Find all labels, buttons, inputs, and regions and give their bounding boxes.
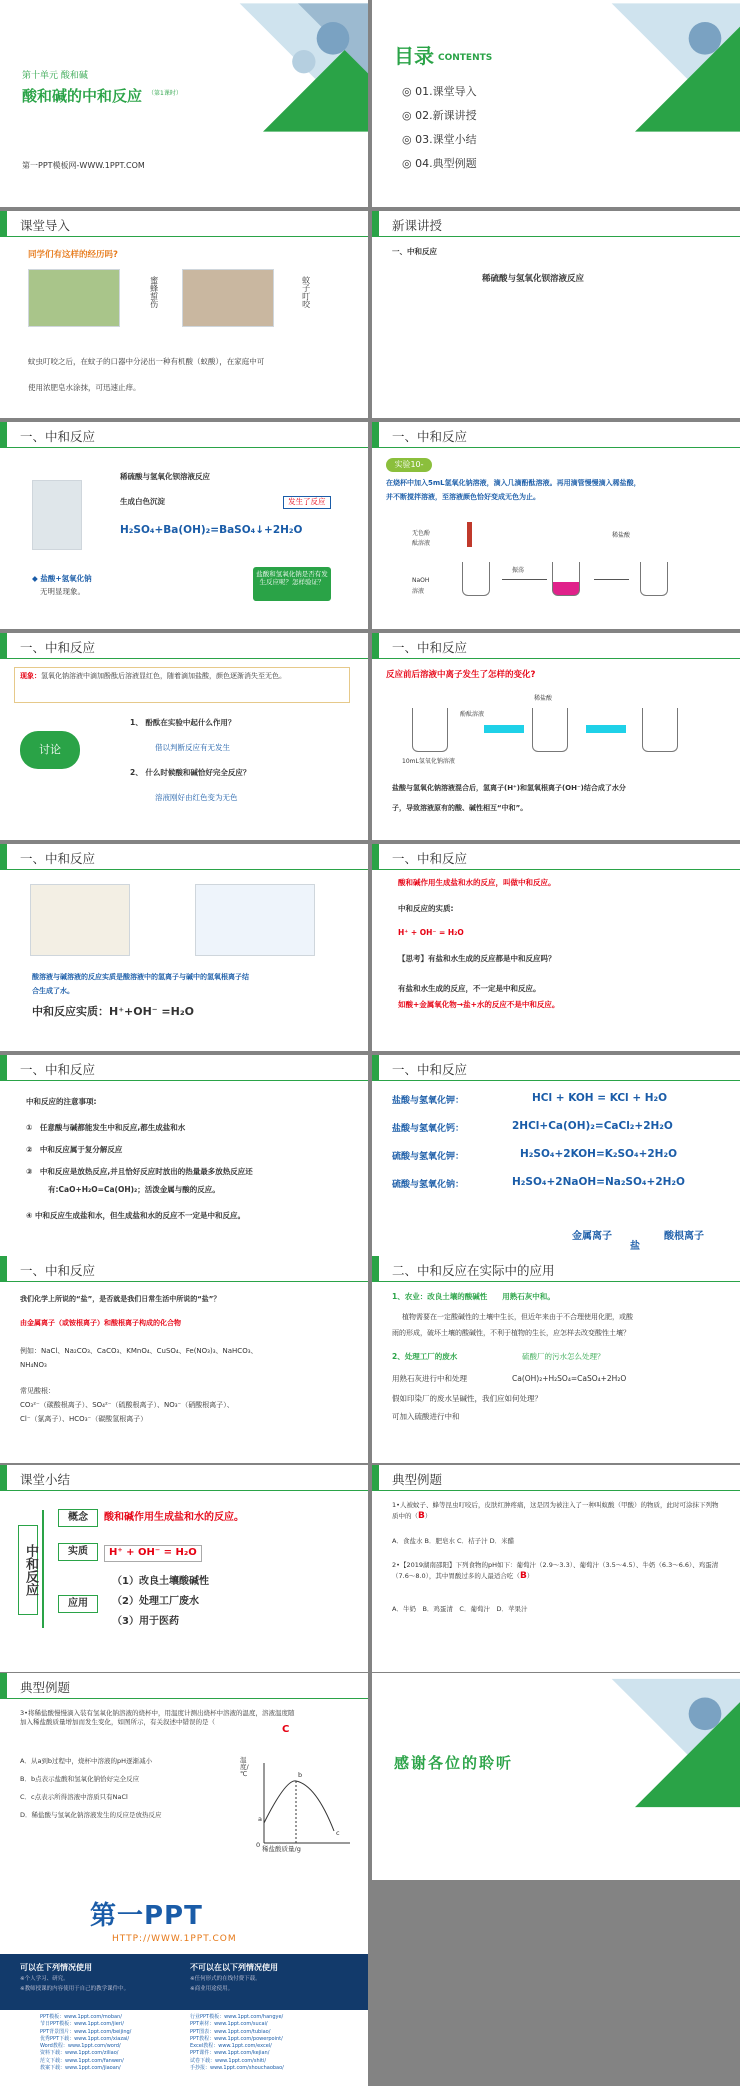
procedure: 并不断搅拌溶液，至溶液颜色恰好变成无色为止。 [386,493,540,501]
body-text: 蚊虫叮咬之后，在蚊子的口器中分泌出一种有机酸（蚁酸），在家庭中可 [28,357,265,366]
definition: 酸和碱作用生成盐和水的反应，叫做中和反应。 [398,878,556,887]
experiment-badge: 实验10- [386,458,432,472]
contents-item[interactable]: ◎ 01.课堂导入 [402,85,477,98]
usage-title: 不可以在以下列情况使用 [190,1963,278,1972]
page-title: 酸和碱的中和反应 [22,87,143,105]
equation: HCl + KOH = KCl + H₂O [532,1092,668,1104]
question: 同学们有这样的经历吗? [28,250,118,260]
contents-item[interactable]: ◎ 03.课堂小结 [402,133,477,146]
point-label: c [336,1829,340,1837]
slide-discussion[interactable] [0,633,368,840]
slide-salt[interactable] [0,1256,368,1463]
value: 酸和碱作用生成盐和水的反应。 [104,1512,244,1523]
slide-exercises-2[interactable] [0,1673,368,1880]
slide-heading: 一、中和反应 [20,640,96,655]
contents-en: CONTENTS [438,53,493,63]
item: 2、处理工厂的废水 [392,1352,458,1361]
slide-heading: 一、中和反应 [392,429,468,444]
item: 1、农业：改良土壤的酸碱性 用熟石灰中和。 [392,1292,555,1301]
reaction-tag: 发生了反应 [283,496,331,509]
beaker [640,562,668,596]
note-item: ③ 中和反应是放热反应,并且恰好反应时放出的热量最多放热反应还 [26,1167,253,1176]
note-item: ② 中和反应属于复分解反应 [26,1145,123,1154]
reaction-name: 盐酸与氢氧化钙： [392,1124,465,1134]
label: 现象： [20,672,41,680]
credit-link[interactable]: PPT课件：www.1ppt.com/kejian/ [190,2050,270,2057]
slide-heading: 一、中和反应 [20,851,96,866]
arrow-icon [502,579,547,580]
credit-link[interactable]: PPT教程：www.1ppt.com/powerpoint/ [190,2035,283,2042]
point-label: a [258,1815,262,1823]
equation: Ca(OH)₂+H₂SO₄=CaSO₄+2H₂O [512,1374,627,1383]
slide-exercises-1[interactable] [372,1465,740,1672]
answer: 溶液刚好由红色变为无色 [155,793,238,802]
slide-title[interactable] [0,0,368,207]
slide-contents[interactable] [372,0,740,207]
slide-heading: 一、中和反应 [20,429,96,444]
label: 中和反应的实质: [398,904,454,913]
equation: H⁺ + OH⁻ = H₂O [398,928,464,937]
site-label: 第一PPT模板网-WWW.1PPT.COM [22,161,145,170]
body-text: 植物需要在一定酸碱性的土壤中生长，但近年来由于不合理使用化肥，或酸 [402,1313,633,1321]
slide-new-lesson[interactable] [372,211,740,418]
think-question: 【思考】有盐和水生成的反应都是中和反应吗？ [398,954,556,963]
credit-link[interactable]: PPT素材：www.1ppt.com/sucai/ [190,2021,268,2028]
body-text: 使用浓肥皂水涂抹，可迅速止痒。 [28,383,141,392]
thanks-text: 感谢各位的聆听 [394,1754,514,1772]
label: 酸根离子 [664,1231,704,1242]
question: 我们化学上所说的“盐”，是否就是我们日常生活中所说的“盐”？ [20,1295,221,1303]
application: （2）处理工厂废水 [112,1596,199,1607]
credit-link[interactable]: PPT图表：www.1ppt.com/tubiao/ [190,2028,271,2035]
label: 酞溶液 [412,540,431,547]
label: 稀盐酸 [612,532,631,539]
credit-link[interactable]: Excel教程：www.1ppt.com/excel/ [190,2043,272,2049]
credit-link[interactable]: Word教程：www.1ppt.com/word/ [40,2043,121,2049]
options: A．牛奶 B．鸡蛋清 C．葡萄汁 D．苹果汁 [392,1605,528,1613]
slide-heading: 一、中和反应 [392,851,468,866]
pink-beaker [552,562,580,596]
reaction-name: 稀硫酸与氢氧化钡溶液反应 [120,472,210,481]
answer: 借以判断反应有无发生 [155,743,230,752]
explanation: 盐酸与氢氧化钠溶液混合后，氢离子(H⁺)和氢氧根离子(OH⁻)结合成了水分 [392,784,626,792]
label: NaOH [412,577,430,584]
beaker [412,708,448,752]
label: 溶液 [412,588,425,595]
summary-side: 中和反应 [18,1525,38,1615]
lab-photo-collage [193,0,368,135]
slide-heading: 一、中和反应 [20,1263,96,1278]
credit-link[interactable]: 手抄报：www.1ppt.com/shouchaobao/ [190,2064,284,2071]
explanation: 合生成了水。 [32,987,74,995]
credit-link[interactable]: 优秀PPT下载：www.1ppt.com/xiazai/ [40,2035,130,2042]
explanation: 酸溶液与碱溶液的反应实质是酸溶液中的氢离子与碱中的氢氧根离子结 [32,973,249,981]
slide-notes[interactable] [0,1055,368,1262]
question: 3•将稀盐酸慢慢滴入装有氢氧化钠溶液的烧杯中，用温度计测出烧杯中溶液的温度，溶液温度随加入稀盐酸质量增加而发生变化，如图所示，有关叙述中错误的是（ [20,1709,295,1727]
slide-ion-change[interactable] [372,633,740,840]
usage-item: ※任何形式的在线付费下载。 [190,1976,261,1982]
slide-summary[interactable] [0,1465,368,1672]
credit-link[interactable]: 试卷下载：www.1ppt.com/shiti/ [190,2057,267,2064]
label: 稀盐酸 [534,695,553,702]
credit-link[interactable]: PPT模板：www.1ppt.com/moban/ [40,2014,122,2020]
arrow-icon [594,579,629,580]
credit-link[interactable]: PPT背景图片：www.1ppt.com/beijing/ [40,2028,132,2035]
answer: 如酸+金属氧化物→盐+水的反应不是中和反应。 [398,1000,560,1009]
label: 酚酞溶液 [460,711,485,718]
contents-item[interactable]: ◎ 02.新课讲授 [402,109,477,122]
application: （1）改良土壤酸碱性 [112,1576,209,1587]
credit-link[interactable]: 教案下载：www.1ppt.com/jiaoan/ [40,2064,121,2071]
question: 1•人被蚊子、蜂等昆虫叮咬后，皮肤红肿疼痛，这是因为被注入了一种叫蚁酸（甲酸）的物质，此时可涂抹下列物质中的（B） [392,1501,719,1522]
lab-photo-collage [565,1673,740,1813]
beaker [642,708,678,752]
slide-heading: 一、中和反应 [392,640,468,655]
label: 10mL氢氧化钠溶液 [402,758,455,765]
slide-applications[interactable] [372,1256,740,1463]
reaction-name: 盐酸与氢氧化钾： [392,1096,465,1106]
topic: 稀硫酸与氢氧化钡溶液反应 [482,274,585,284]
dropper-icon [467,522,472,547]
question: 2、 什么时候酸和碱恰好完全反应？ [130,768,251,777]
usage-item: ※商业用途使用。 [190,1986,234,1992]
ion-diagram [195,884,315,956]
note-item: ① 任意酸与碱都能发生中和反应,都生成盐和水 [26,1123,186,1132]
option: C．c点表示所得溶液中溶质只有NaCl [20,1793,128,1801]
slide-definition[interactable] [372,844,740,1051]
definition: 由金属离子（或铵根离子）和酸根离子构成的化合物 [20,1319,181,1327]
logo: 第一PPT [90,1901,203,1931]
slide-heading: 课堂小结 [20,1472,71,1487]
photo-label: 蜜蜂蜇伤 [149,276,159,308]
bee-photo [28,269,120,327]
slide-heading: 二、中和反应在实际中的应用 [392,1263,555,1278]
x-axis-label: 稀盐酸质量/g [262,1845,301,1853]
options: A．食盐水 B．肥皂水 C．桔子汁 D．米醋 [392,1537,515,1545]
slide-intro[interactable] [0,211,368,418]
slide-heading: 典型例题 [20,1680,71,1695]
arrow-icon [586,725,626,733]
credit-link[interactable]: 行业PPT模板：www.1ppt.com/hangye/ [190,2014,284,2020]
unit-label: 第十单元 酸和碱 [22,71,88,81]
reaction-name: 硫酸与氢氧化钠： [392,1180,465,1190]
origin-label: 0 [256,1841,261,1849]
y-axis-label: 温度/℃ [240,1756,249,1779]
equation: 2HCl+Ca(OH)₂=CaCl₂+2H₂O [512,1120,673,1132]
lab-photo-collage [565,0,740,135]
contents-title: 目录 [394,44,434,68]
mosquito-photo [182,269,274,327]
contents-item[interactable]: ◎ 04.典型例题 [402,157,477,170]
slide-credits[interactable] [0,1878,368,2086]
test-tube-photo [32,480,82,550]
note-item: ④ 中和反应生成盐和水，但生成盐和水的反应不一定是中和反应。 [26,1211,245,1220]
section-title: 一、中和反应 [392,247,437,256]
label: 振荡 [512,567,525,574]
slide-heading: 新课讲授 [392,218,443,233]
reaction-name: 硫酸与氢氧化钾： [392,1152,465,1162]
label: 常见酸根： [20,1387,55,1395]
question-bubble: 盐酸和氢氧化钠是否有发生反应呢？怎样验证？ [253,567,331,601]
point-label: b [298,1771,303,1779]
slide-thanks[interactable] [372,1673,740,1880]
slide-heading: 课堂导入 [20,218,71,233]
option: B．b点表示盐酸和氢氧化钠恰好完全反应 [20,1775,140,1783]
essence-equation: 中和反应实质：H⁺+OH⁻ =H₂O [32,1005,195,1018]
logo-url: HTTP://WWW.1PPT.COM [112,1934,237,1944]
ion-diagram [30,884,130,956]
body-text: 雨的形成，破坏土壤的酸碱性，不利于植物的生长，应怎样去改变酸性土壤？ [392,1329,630,1337]
explanation: 子，导致溶液原有的酸、碱性相互“中和”。 [392,804,528,812]
question: 硫酸厂的污水怎么处理？ [522,1352,605,1361]
equation: H₂SO₄+Ba(OH)₂=BaSO₄↓+2H₂O [120,524,303,536]
credit-link[interactable]: 范文下载：www.1ppt.com/fanwen/ [40,2057,124,2064]
question: 2•【2019湖南邵阳】下列食物的pH如下：葡萄汁（2.9～3.3）、葡萄汁（3.5～4.5）、牛奶（6.3～6.6）、鸡蛋清（7.6～8.0），其中胃酸过多的人最适合吃（B） [392,1561,719,1582]
observation: 生成白色沉淀 [120,497,165,506]
compare-text: ◆ 盐酸+氢氧化钠 [32,574,92,583]
equation: H₂SO₄+2KOH=K₂SO₄+2H₂O [520,1148,677,1160]
contents-list [402,83,477,179]
option: A．从a到b过程中，烧杯中溶液的pH逐渐减小 [20,1757,153,1765]
slide-heading: 典型例题 [392,1472,443,1487]
ion-list: CO₃²⁻（碳酸根离子）、SO₄²⁻（硫酸根离子）、NO₃⁻（硝酸根离子）、 [20,1401,234,1409]
answer: C [282,1724,290,1735]
compare-result: 无明显现象。 [40,587,85,596]
examples: NH₄NO₃ [20,1361,47,1369]
value: H⁺ + OH⁻ = H₂O [104,1545,202,1562]
application: （3）用于医药 [112,1616,179,1627]
answer: 有盐和水生成的反应，不一定是中和反应。 [398,984,541,993]
slide-experiment[interactable] [372,422,740,629]
discussion-badge: 讨论 [20,731,80,769]
slide-heading: 一、中和反应 [20,1062,96,1077]
usage-item: ※教师授课的内容使用于自己的教学课件中。 [20,1986,130,1992]
slide-heading: 一、中和反应 [392,1062,468,1077]
slide-essence[interactable] [0,844,368,1051]
credit-link[interactable]: 节日PPT模板：www.1ppt.com/jieri/ [40,2021,124,2028]
beaker [462,562,490,596]
slide-examples[interactable] [372,1055,740,1262]
label: 金属离子 [572,1231,612,1242]
photo-label: 蚊子叮咬 [301,276,311,308]
slide-neutralization-1[interactable] [0,422,368,629]
arrow-icon [484,725,524,733]
key-label: 应用 [58,1595,98,1613]
body-text: 可加入硫酸进行中和 [392,1412,460,1421]
question: 反应前后溶液中离子发生了怎样的变化? [386,670,536,680]
question: 1、 酚酞在实验中起什么作用？ [130,718,236,727]
key-label: 实质 [58,1543,98,1561]
beaker [532,708,568,752]
credit-link[interactable]: 资料下载：www.1ppt.com/ziliao/ [40,2050,119,2057]
equation: H₂SO₄+2NaOH=Na₂SO₄+2H₂O [512,1176,685,1188]
option: D．稀盐酸与氢氧化钠溶液发生的反应是放热反应 [20,1811,162,1819]
lesson-tag: （第1课时） [148,90,182,97]
note-item: 有:CaO+H₂O=Ca(OH)₂；活泼金属与酸的反应。 [48,1185,220,1194]
body-text: 用熟石灰进行中和处理 [392,1374,467,1383]
phenomenon: 氢氧化钠溶液中滴加酚酞后溶液显红色，随着滴加盐酸，颜色逐渐消失至无色。 [41,672,286,680]
examples: 例如：NaCl、Na₂CO₃、CaCO₃、KMnO₄、CuSO₄、Fe(NO₃)₃、NaHCO₃、 [20,1347,258,1355]
key-label: 概念 [58,1509,98,1527]
usage-title: 可以在下列情况使用 [20,1963,92,1972]
procedure: 在烧杯中加入5mL氢氧化钠溶液，滴入几滴酚酞溶液。再用滴管慢慢滴入稀盐酸， [386,479,641,487]
label: 无色酚 [412,530,431,537]
body-text: 假如印染厂的废水呈碱性，我们应如何处理？ [392,1394,542,1403]
label: 盐 [630,1241,640,1252]
notes-title: 中和反应的注意事项: [26,1097,97,1106]
usage-item: ※个人学习、研究。 [20,1976,69,1982]
ion-list: Cl⁻（氯离子）、HCO₃⁻（碳酸氢根离子） [20,1415,148,1423]
